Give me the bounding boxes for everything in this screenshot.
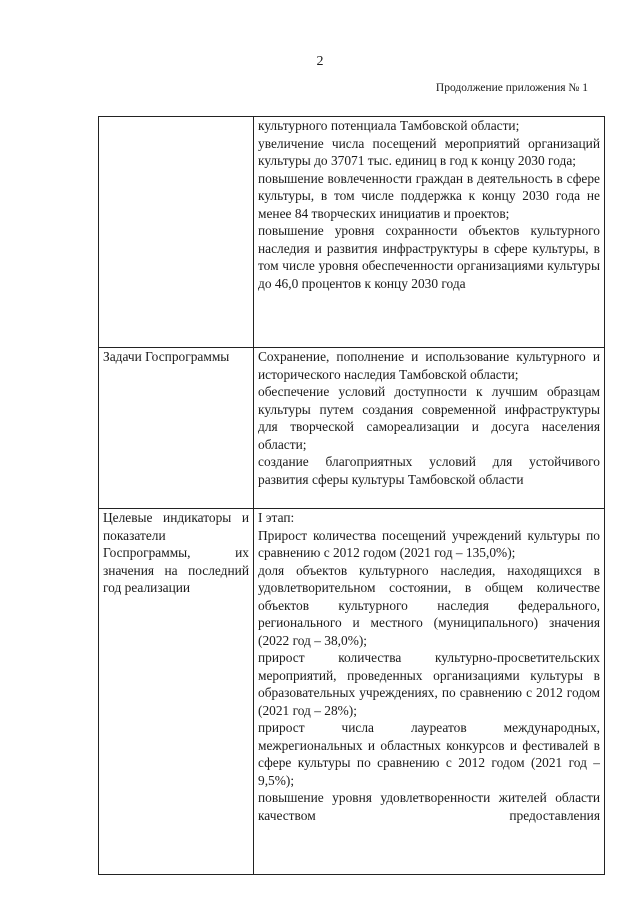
row-label: Целевые индикаторы и показатели Госпрограммы, их значения на последний год реализации — [99, 509, 254, 875]
list-item: прирост количества культурно-просветительских мероприятий, проведенных организациями культуры в образовательных учреждениях, по сравнению с 2012 годом (2021 год – 28%); — [258, 650, 600, 718]
program-passport-table — [98, 116, 605, 875]
table-row — [99, 348, 605, 509]
appendix-continuation-note: Продолжение приложения № 1 — [435, 82, 588, 94]
list-item: повышение уровня сохранности объектов культурного наследия и развития инфраструктуры в сфере культуры, в том числе уровня обеспеченности организациями культуры до 46,0 процентов к концу 2030 года — [258, 223, 600, 291]
list-item: культурного потенциала Тамбовской области; — [258, 118, 520, 133]
list-item: Сохранение, пополнение и использование культурного и исторического наследия Тамбовской области; — [258, 349, 600, 382]
list-item: доля объектов культурного наследия, находящихся в удовлетворительном состоянии, в общем количестве объектов культурного наследия федерального, регионального и местного (муниципального) значения (2022 год – 38,0%); — [258, 562, 600, 648]
list-item: создание благоприятных условий для устойчивого развития сферы культуры Тамбовской области — [258, 454, 600, 487]
row-label — [99, 117, 254, 348]
list-item: повышение вовлеченности граждан в деятельность в сфере культуры, в том числе поддержка к концу 2030 года не менее 84 творческих инициатив и проектов; — [258, 170, 600, 221]
list-item: Прирост количества посещений учреждений культуры по сравнению с 2012 годом (2021 год – 135,0%); — [258, 527, 600, 560]
row-content — [254, 509, 605, 875]
row-content — [254, 348, 605, 509]
table-row — [99, 117, 605, 348]
row-content — [254, 117, 605, 348]
table-row — [99, 509, 605, 875]
list-item: повышение уровня удовлетворенности жителей области качеством предоставления — [258, 790, 600, 823]
list-item: I этап: — [258, 510, 295, 525]
row-label: Задачи Госпрограммы — [99, 348, 254, 509]
page-number: 2 — [316, 54, 324, 69]
list-item: увеличение числа посещений мероприятий организаций культуры до 37071 тыс. единиц в год к концу 2030 года; — [258, 135, 600, 168]
list-item: прирост числа лауреатов международных, межрегиональных и областных конкурсов и фестивалей в сфере культуры по сравнению с 2012 годом (2021 год – 9,5%); — [258, 720, 600, 788]
list-item: обеспечение условий доступности к лучшим образцам культуры путем создания современной инфраструктуры для творческой самореализации и досуга населения области; — [258, 384, 600, 452]
